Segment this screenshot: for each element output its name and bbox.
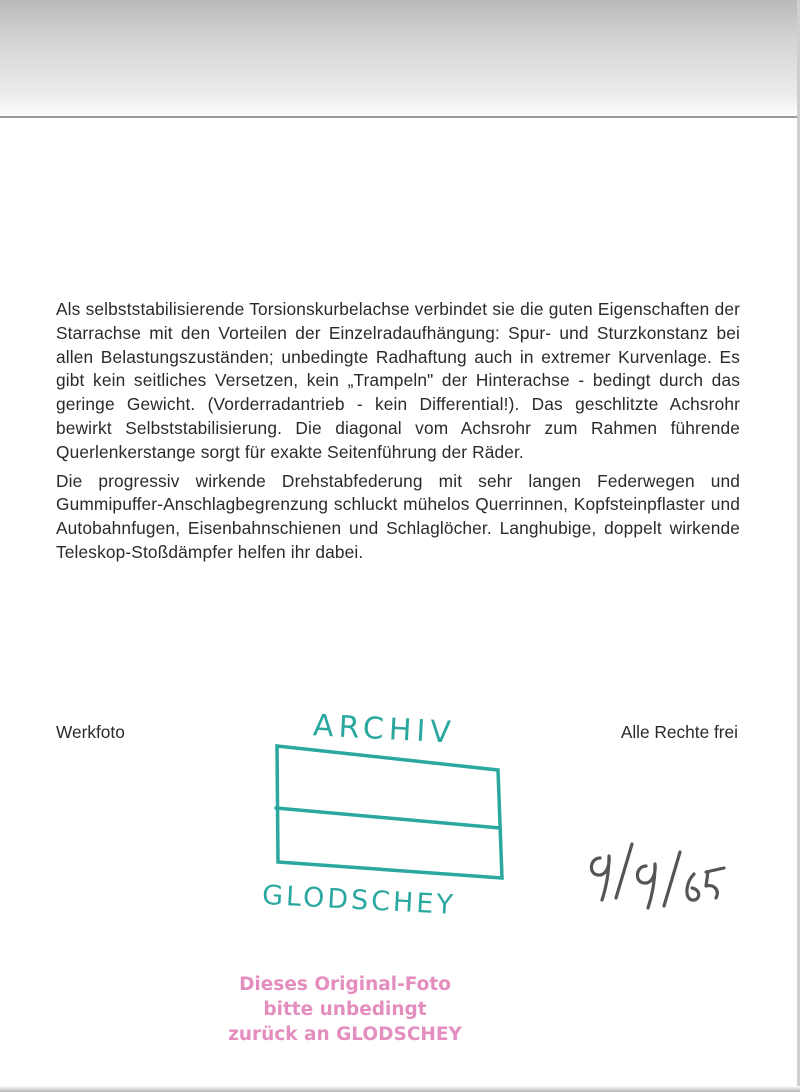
paragraph-axle: Als selbststabilisierende Torsionskurbelachse verbindet sie die guten Eigenschaften der Starrachse mit den Vorteilen der Einzelradaufhängung: Spur- und Sturzkonstanz bei allen Belastungszuständen; unbedingte Radhaftung auch in extremer Kurvenlage. Es gibt kein seitliches Versetzen, kein „Trampeln" der Hinterachse - bedingt durch das geringe Gewicht. (Vorderradantrieb - kein Differential!). Das geschlitzte Achsrohr bewirkt Selbststabilisierung. Die diagonal vom Achsrohr zum Rahmen führende Querlenkerstange sorgt für exakte Seitenführung der Räder.	[56, 299, 740, 462]
return-stamp-line-2: bitte unbedingt	[263, 999, 427, 1020]
return-stamp-line-1: Dieses Original-Foto	[239, 974, 451, 995]
credit-werkfoto: Werkfoto	[56, 722, 125, 742]
paragraph-suspension: Die progressiv wirkende Drehstabfederung mit sehr langen Federwegen und Gummipuffer-Anschlagbegrenzung schluckt mühelos Querrinnen, Kopfsteinpflaster und Autobahnfugen, Eisenbahnschienen und Schlaglöcher. Langhubige, doppelt wirkende Teleskop-Stoßdämpfer helfen ihr dabei.	[56, 470, 740, 562]
archive-stamp-title: ARCHIV	[312, 708, 457, 751]
description-text	[56, 298, 740, 570]
archive-stamp-box	[262, 740, 507, 895]
page-bottom-edge	[0, 1086, 800, 1092]
photo-edge-line	[0, 116, 800, 118]
credit-rights: Alle Rechte frei	[620, 722, 738, 742]
handwritten-date	[582, 838, 732, 928]
archive-stamp-name: GLODSCHEY	[261, 879, 457, 922]
return-stamp-line-3: zurück an GLODSCHEY	[228, 1024, 462, 1045]
return-stamp	[200, 972, 490, 1047]
photo-overlap-shadow	[0, 0, 800, 118]
